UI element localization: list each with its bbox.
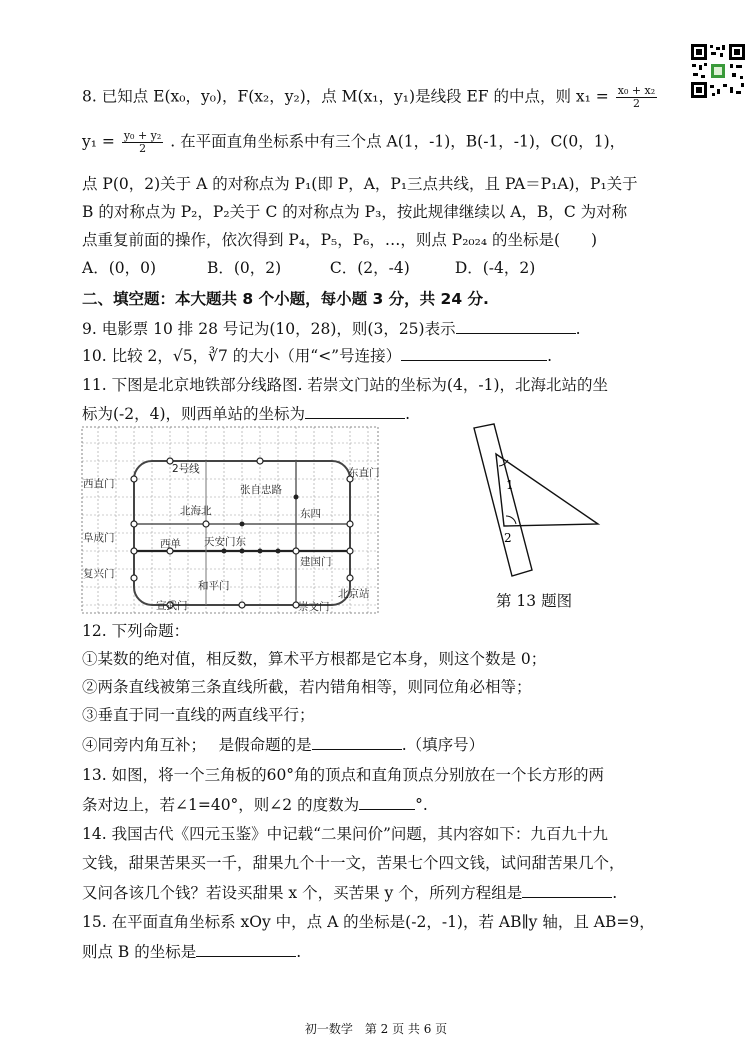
q11-line2: 标为(-2，4)，则西单站的坐标为 — [82, 405, 306, 423]
fraction-x: $\frac{\text{x₀ + x₂}}{2}$ — [617, 84, 656, 110]
q13-line2: 条对边上，若∠1=40°，则∠2 的度数为 — [82, 796, 360, 814]
q9-answer-blank[interactable] — [456, 317, 576, 334]
station-dongsi: 东四 — [300, 508, 321, 520]
q8-line4: B 的对称点为 P₂，P₂关于 C 的对称点为 P₃，按此规律继续以 A，B，C 为对称 — [82, 203, 628, 221]
station-zhangzizhonglu: 张自忠路 — [240, 484, 282, 496]
station-beihaibei: 北海北 — [180, 505, 212, 517]
station-xuanwumen: 宣武门 — [156, 600, 188, 612]
station-jianguomen: 建国门 — [300, 556, 332, 568]
q13-tail: °. — [415, 796, 428, 814]
q15-line1: 15. 在平面直角坐标系 xOy 中，点 A 的坐标是(-2，-1)，若 AB∥y 轴，且 AB=9， — [82, 913, 655, 931]
station-fuxingmen: 复兴门 — [83, 568, 115, 580]
station-fuchengmen: 阜成门 — [83, 532, 115, 544]
station-xidan: 西单 — [160, 538, 181, 550]
q9-text: 9. 电影票 10 排 28 号记为(10，28)，则(3，25)表示 — [82, 320, 456, 338]
figure-13-caption: 第 13 题图 — [496, 592, 573, 610]
q8-y-label: y₁ = — [82, 132, 115, 151]
angle-2-label: 2 — [504, 531, 512, 545]
q8-option-c: C．(2，-4) — [329, 259, 410, 277]
fraction-y: $\frac{\text{y₀ + y₂}}{2}$ — [123, 129, 162, 155]
page-footer: 初一数学 第 2 页 共 6 页 — [304, 1022, 448, 1036]
q15-answer-blank[interactable] — [196, 940, 296, 957]
q8-option-a: A．(0，0) — [82, 259, 157, 277]
q8-line5: 点重复前面的操作，依次得到 P₄，P₅，P₆，…，则点 P₂₀₂₄ 的坐标是( ) — [82, 231, 598, 249]
q14-line3: 又问各该几个钱？若设买甜果 x 个，买苦果 y 个，所列方程组是 — [82, 884, 523, 902]
q12-item-4: ④同旁内角互补； 是假命题的是 — [82, 736, 312, 754]
station-tiananmen: 天安门东 — [204, 536, 246, 548]
q12-item-2: ②两条直线被第三条直线所截，若内错角相等，则同位角必相等； — [82, 678, 532, 696]
q14-line1: 14. 我国古代《四元玉鉴》中记载“二果问价”问题，其内容如下：九百九十九 — [82, 825, 608, 843]
q10-answer-blank[interactable] — [401, 344, 547, 361]
station-dongzhimen: 东直门 — [348, 467, 380, 479]
q14-answer-blank[interactable] — [522, 881, 612, 898]
q11-line1: 11. 下图是北京地铁部分线路图. 若崇文门站的坐标为(4，-1)，北海北站的坐 — [82, 376, 608, 394]
q12-answer-blank[interactable] — [312, 733, 402, 750]
q11-answer-blank[interactable] — [305, 402, 405, 419]
angle-1-label: 1 — [506, 478, 514, 492]
q8-line2: . 在平面直角坐标系中有三个点 A(1，-1)，B(-1，-1)，C(0，1)， — [170, 132, 626, 151]
q15-line2: 则点 B 的坐标是 — [82, 943, 197, 961]
qr-code-icon — [690, 43, 746, 99]
q13-line1: 13. 如图，将一个三角板的60°角的顶点和直角顶点分别放在一个长方形的两 — [82, 766, 605, 784]
q8-line1: 8. 已知点 E(x₀，y₀)，F(x₂，y₂)，点 M(x₁，y₁)是线段 EF 的中点，则 x₁ = — [82, 87, 609, 106]
line2-label: 2号线 — [172, 463, 200, 475]
q8-option-b: B．(0，2) — [206, 259, 282, 277]
station-hepingmen: 和平门 — [198, 580, 230, 592]
station-xizhimen: 西直门 — [83, 478, 115, 490]
station-chongwenmen: 崇文门 — [298, 601, 330, 613]
station-beijingzhan: 北京站 — [338, 588, 370, 600]
figure-13-diagram — [470, 420, 610, 580]
q12-tail: .（填序号） — [401, 736, 485, 754]
q13-answer-blank[interactable] — [359, 793, 415, 810]
q12-item-1: ①某数的绝对值，相反数，算术平方根都是它本身，则这个数是 0； — [82, 650, 547, 668]
q12-title: 12. 下列命题： — [82, 622, 190, 640]
q10-text: 10. 比较 2，√5，∛7 的大小（用“<”号连接） — [82, 347, 402, 365]
section-heading: 二、填空题：本大题共 8 个小题，每小题 3 分，共 24 分. — [82, 290, 489, 308]
q8-option-d: D．(-4，2) — [454, 259, 536, 277]
q14-line2: 文钱，甜果苦果买一千，甜果九个十一文，苦果七个四文钱，试问甜苦果几个， — [82, 854, 625, 872]
q8-line3: 点 P(0，2)关于 A 的对称点为 P₁(即 P，A，P₁三点共线，且 PA＝P₁A)，P₁关于 — [82, 175, 638, 193]
metro-map-diagram — [80, 425, 380, 615]
q12-item-3: ③垂直于同一直线的两直线平行； — [82, 706, 315, 724]
